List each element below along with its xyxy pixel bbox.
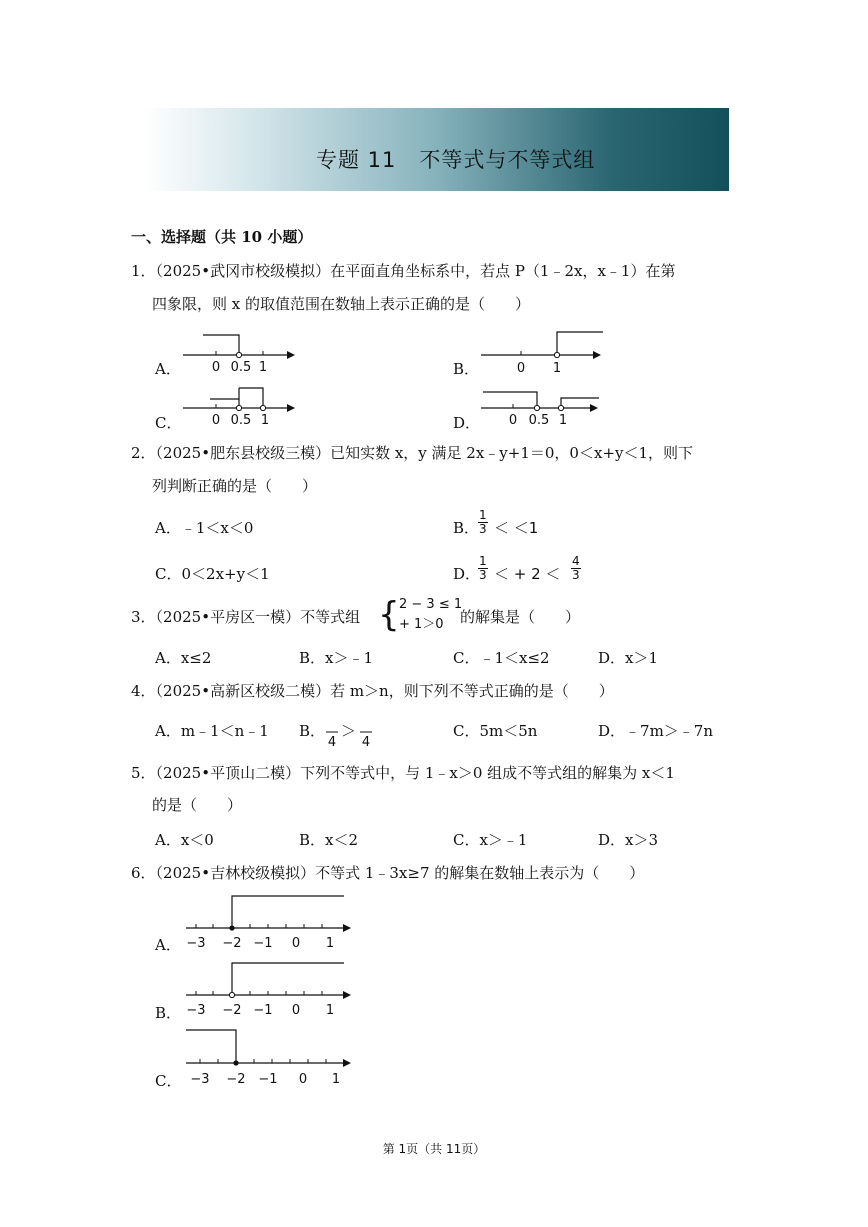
q1-option-c-label: C． bbox=[155, 414, 182, 432]
q1d-tick-0: 0 bbox=[508, 413, 518, 428]
q3-option-d: D．x＞1 bbox=[598, 649, 659, 667]
q3-system-line2: + 1＞0 bbox=[399, 617, 444, 632]
q1a-tick-05: 0.5 bbox=[230, 360, 252, 375]
q3-option-c: C．﹣1＜x≤2 bbox=[453, 649, 550, 667]
q6b-tick-m1: −1 bbox=[253, 1003, 273, 1018]
q1-option-b-label: B． bbox=[453, 360, 480, 378]
q6c-tick-1: 1 bbox=[331, 1072, 341, 1087]
q5-option-a: A．x＜0 bbox=[155, 831, 214, 849]
q1c-tick-1: 1 bbox=[260, 413, 270, 428]
section-heading: 一、选择题（共 10 小题） bbox=[131, 228, 313, 246]
q3-prefix: 3．（2025•平房区一模）不等式组 bbox=[131, 608, 361, 626]
q1-line2: 四象限，则 x 的取值范围在数轴上表示正确的是（ ） bbox=[152, 295, 530, 313]
q2-option-a: A．﹣1＜x＜0 bbox=[155, 519, 254, 537]
q1c-tick-0: 0 bbox=[211, 413, 221, 428]
q6b-tick-m2: −2 bbox=[222, 1003, 242, 1018]
page-footer: 第 1页（共 11页） bbox=[382, 1142, 486, 1156]
q2-line2: 列判断正确的是（ ） bbox=[152, 477, 318, 495]
q1b-tick-0: 0 bbox=[516, 361, 526, 376]
q3-brace: { bbox=[378, 595, 400, 635]
q2-option-d-label: D． bbox=[453, 565, 481, 583]
q6-option-b-label: B． bbox=[155, 1004, 182, 1022]
q6-option-c-numberline bbox=[186, 1028, 361, 1090]
q1a-tick-0: 0 bbox=[211, 360, 221, 375]
q6b-tick-1: 1 bbox=[325, 1003, 335, 1018]
q2-option-d-middle: ＜ + 2 ＜ bbox=[494, 565, 561, 583]
q1-option-a-numberline bbox=[183, 333, 303, 375]
q3-suffix: 的解集是（ ） bbox=[460, 608, 581, 626]
q2-option-d-fraction1: $\frac{1}{3}$ bbox=[479, 554, 487, 582]
q1c-tick-05: 0.5 bbox=[230, 413, 252, 428]
page-title: 专题 11 不等式与不等式组 bbox=[316, 148, 596, 172]
svg-text:4: 4 bbox=[361, 735, 371, 750]
q6a-tick-m2: −2 bbox=[222, 936, 242, 951]
q3-system-line1: 2 − 3 ≤ 1 bbox=[399, 597, 463, 612]
q3-option-a: A．x≤2 bbox=[155, 649, 212, 667]
q6a-tick-0: 0 bbox=[291, 936, 301, 951]
q6a-tick-1: 1 bbox=[325, 936, 335, 951]
q6-line1: 6．（2025•吉林校级模拟）不等式 1﹣3x≥7 的解集在数轴上表示为（ ） bbox=[131, 864, 645, 882]
q4-option-d: D．﹣7m＞﹣7n bbox=[598, 722, 713, 740]
q6-option-a-label: A． bbox=[155, 936, 181, 954]
q1b-tick-1: 1 bbox=[552, 361, 562, 376]
q6c-tick-m2: −2 bbox=[226, 1072, 246, 1087]
q2-option-b-fraction: $\frac{1}{3}$ bbox=[479, 508, 487, 536]
q1d-tick-1: 1 bbox=[558, 413, 568, 428]
q6a-tick-m3: −3 bbox=[186, 936, 206, 951]
q1-option-a-label: A． bbox=[155, 360, 181, 378]
q4-option-b-label: B． bbox=[299, 722, 326, 740]
q2-option-b-label: B． bbox=[453, 519, 480, 537]
q6-option-b-numberline bbox=[186, 961, 361, 1021]
q1-option-c-numberline bbox=[183, 386, 303, 428]
q6c-tick-m1: −1 bbox=[258, 1072, 278, 1087]
q4-line1: 4．（2025•高新区校级二模）若 m＞n，则下列不等式正确的是（ ） bbox=[131, 682, 614, 700]
q1d-tick-05: 0.5 bbox=[528, 413, 550, 428]
q1a-tick-1: 1 bbox=[258, 360, 268, 375]
q2-option-d-fraction2: $\frac{4}{3}$ bbox=[572, 554, 580, 582]
q3-option-b: B．x＞﹣1 bbox=[299, 649, 374, 667]
q4-option-b-relation: ＞ bbox=[341, 722, 357, 740]
q5-option-d: D．x＞3 bbox=[598, 831, 659, 849]
q4-option-b-fraction1 bbox=[325, 714, 339, 750]
q4-option-b-fraction2 bbox=[359, 714, 373, 750]
q6-option-c-label: C． bbox=[155, 1072, 182, 1090]
q6c-tick-m3: −3 bbox=[190, 1072, 210, 1087]
q6c-tick-0: 0 bbox=[298, 1072, 308, 1087]
svg-text:4: 4 bbox=[327, 735, 337, 750]
q6b-tick-m3: −3 bbox=[186, 1003, 206, 1018]
q2-option-b-rest: ＜ ＜1 bbox=[494, 519, 539, 537]
q2-line1: 2．（2025•肥东县校级三模）已知实数 x，y 满足 2x﹣y+1＝0，0＜x+y＜1，则下 bbox=[131, 444, 694, 462]
q1-option-d-numberline bbox=[481, 386, 611, 428]
q5-line2: 的是（ ） bbox=[152, 796, 243, 814]
q1-option-b-numberline bbox=[481, 330, 611, 375]
q1-option-d-label: D． bbox=[453, 414, 481, 432]
q5-option-b: B．x＜2 bbox=[299, 831, 359, 849]
q1-line1: 1．（2025•武冈市校级模拟）在平面直角坐标系中，若点 P（1﹣2x，x﹣1）在第 bbox=[131, 262, 676, 280]
q4-option-c: C．5m＜5n bbox=[453, 722, 538, 740]
q6-option-a-numberline bbox=[186, 894, 361, 954]
q6a-tick-m1: −1 bbox=[253, 936, 273, 951]
q4-option-a: A．m﹣1＜n﹣1 bbox=[155, 722, 269, 740]
q5-option-c: C．x＞﹣1 bbox=[453, 831, 528, 849]
q6b-tick-0: 0 bbox=[291, 1003, 301, 1018]
q2-option-c: C．0＜2x+y＜1 bbox=[155, 565, 270, 583]
q5-line1: 5．（2025•平顶山二模）下列不等式中，与 1﹣x＞0 组成不等式组的解集为 x＜1 bbox=[131, 764, 675, 782]
